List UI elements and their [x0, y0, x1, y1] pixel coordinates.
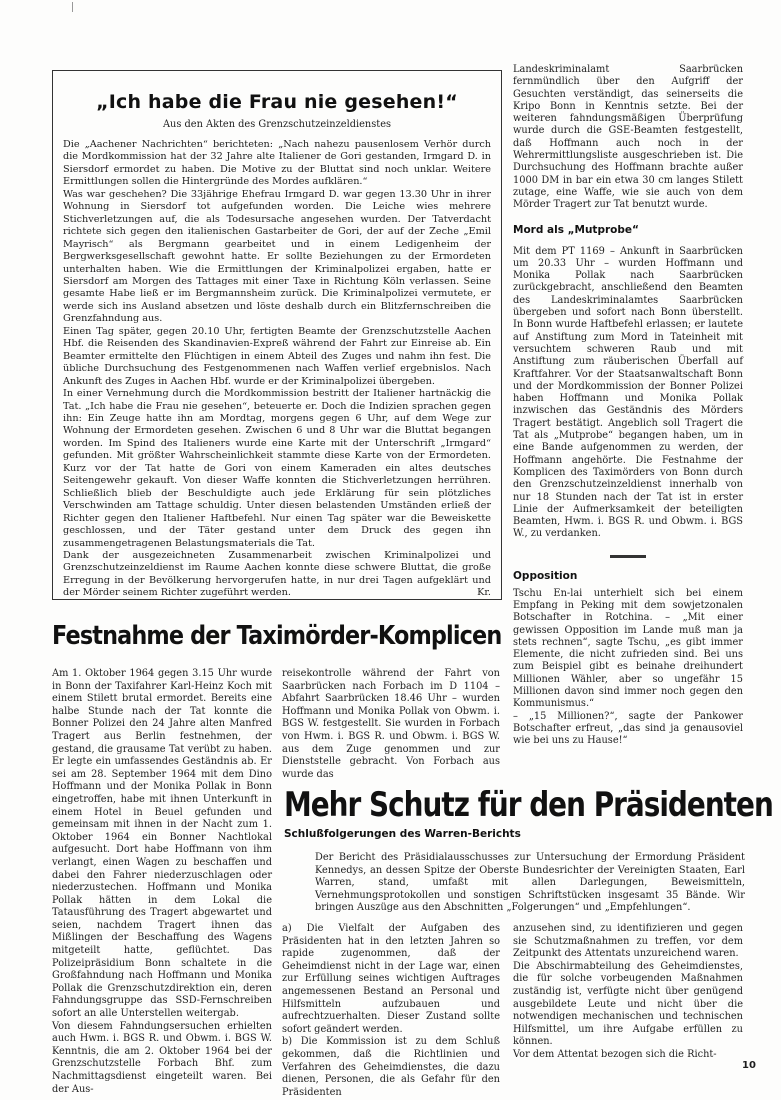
right-paragraph: Landeskriminalamt Saarbrücken fernmündlich über den Aufgriff der Gesuchten verständigt, das seinerseits die Kripo Bonn in Kenntnis setzte. Bei der weiteren fahndungsmäßigen Überprüfung wurde durch die GSE-Beamten festgestellt, daß Hoffmann auch noch in der Wehrermittlungsliste ausgeschrieben ist. Die Durchsuchung des Hoffmann brachte außer 1000 DM in bar ein etwa 30 cm langes Stilett zutage, eine Waffe, wie sie auch von dem Mörder Tragert zur Tat benutzt wurde. — [513, 64, 743, 211]
sidebar-box — [52, 70, 502, 600]
right-column — [513, 64, 743, 748]
page-number: 10 — [742, 1060, 756, 1071]
right-paragraph: Mit dem PT 1169 – Ankunft in Saarbrücken um 20.33 Uhr – wurden Hoffmann und Monika Pollak nach Saarbrücken zurückgebracht, anschließend den Beamten des Landeskriminalamtes Saarbrücken übergeben und sofort nach Bonn überstellt. In Bonn wurde Haftbefehl erlassen; er lautete auf Anstiftung zum Mord in Tateinheit mit versuchtem schweren Raub und mit Anstiftung zum räuberischen Überfall auf Kraftfahrer. Vor der Staatsanwaltschaft Bonn und der Mordkommission der Bonner Polizei haben Hoffmann und Monika Pollak inzwischen das Geständnis des Mörders Tragert bestätigt. Angeblich soll Tragert die Tat als „Mutprobe“ begangen haben, um in eine Bande aufgenommen zu werden, der Hoffmann angehörte. Die Festnahme der Komplicen des Taximörders von Bonn durch den Grenzschutzeinzeldienst innerhalb von nur 18 Stunden nach der Tat ist in erster Linie der Aufmerksamkeit der beteiligten Beamten, Hwm. i. BGS R. und Obwm. i. BGS W., zu verdanken. — [513, 245, 743, 540]
box-body — [63, 139, 491, 600]
section-heading-mutprobe: Mord als „Mutprobe“ — [513, 223, 639, 236]
box-paragraph: Dank der ausgezeichneten Zusammenarbeit zwischen Kriminalpolizei und Grenzschutzeinzeldienst im Raume Aachen konnte diese schwere Bluttat, die große Erregung in der Bevölkerung hervorgerufen hatte, in nur drei Tagen aufgeklärt und der Mörder seinem Richter zugeführt werden. — [63, 549, 491, 599]
article1-paragraph: reisekontrolle während der Fahrt von Saarbrücken nach Forbach im D 1104 – Abfahrt Saarbrücken 18.46 Uhr – wurden Hoffmann und Monika Pollak von Obwm. i. BGS W. festgestellt. Sie wurden in Forbach von Hwm. i. BGS R. und Obwm. i. BGS W. aus dem Zuge genommen und zur Dienststelle gebracht. Von Forbach aus wurde das — [282, 668, 500, 780]
divider — [610, 555, 646, 558]
article1-column-b — [282, 668, 500, 781]
article2-paragraph: a) Die Vielfalt der Aufgaben des Präsidenten hat in den letzten Jahren so rapide zugenommen, daß der Geheimdienst nicht in der Lage war, einen zur Erfüllung seines wichtigen Auftrages angemessenen Bestand an Personal und Hilfsmitteln aufzubauen und aufrechtzuerhalten. Dieser Zustand sollte sofort geändert werden. — [282, 923, 500, 1035]
article1-paragraph: Am 1. Oktober 1964 gegen 3.15 Uhr wurde in Bonn der Taxifahrer Karl-Heinz Koch mit einem Stilett brutal ermordet. Bereits eine halbe Stunde nach der Tat konnte die Bonner Polizei den 24 Jahre alten Manfred Tragert aus Berlin festnehmen, der gestand, die grausame Tat verübt zu haben. Er legte ein umfassendes Geständnis ab. Er sei am 28. September 1964 mit dem Dino Hoffmann und der Monika Pollak in Bonn eingetroffen, habe mit ihnen Unterkunft in einem Hotel in Beuel gefunden und gemeinsam mit ihnen in der Nacht zum 1. Oktober 1964 ein Bonner Nachtlokal aufgesucht. Dort habe Hoffmann von ihm verlangt, einen Wagen zu beschaffen und dabei den Fahrer niederzuschlagen oder niederzustechen. Hoffmann und Monika Pollak hätten in dem Lokal die Tatausführung des Tragert abgewartet und seien, nachdem Tragert ihnen das Mißlingen der Beschaffung des Wagens mitgeteilt hatte, geflüchtet. Das Polizeipräsidium Bonn schaltete in die Großfahndung nach Hoffmann und Monika Pollak die Grenzschutzdirektion ein, deren Fahndungsgruppe das SSD-Fernschreiben sofort an alle Unterstellen weitergab. — [52, 668, 272, 1020]
box-title: „Ich habe die Frau nie gesehen!“ — [96, 91, 458, 113]
article2-paragraph: Vor dem Attentat bezogen sich die Richt- — [513, 1048, 717, 1060]
box-paragraph: Die „Aachener Nachrichten“ berichteten: „Nach nahezu pausenlosem Verhör durch die Mordkommission hat der 32 Jahre alte Italiener de Gori gestanden, Irmgard D. in Siersdorf ermordet zu haben. Die Motive zu der Bluttat sind noch unklar. Weitere Ermittlungen sollen die Hintergründe des Mordes aufklären.“ — [63, 139, 491, 188]
scan-mark — [72, 2, 73, 12]
right-paragraph: Tschu En-lai unterhielt sich bei einem Empfang in Peking mit dem sowjetzonalen Botschafter in Rotchina. – „Mit einer gewissen Opposition im Lande muß man ja stets rechnen“, sagte Tschu, „es gibt immer Elemente, die nicht zufrieden sind. Bei uns zum Beispiel gibt es beinahe dreihundert Millionen Wähler, aber so ungefähr 15 Millionen davon sind immer noch gegen den Kommunismus.“ — [513, 587, 743, 710]
article1-column-a — [52, 668, 272, 1096]
article2-paragraph: b) Die Kommission ist zu dem Schluß gekommen, daß die Richtlinien und Verfahren des Geheimdienstes, die dazu dienen, Personen, die als Gefahr für den Präsidenten — [282, 1036, 500, 1098]
right-paragraph: – „15 Millionen?“, sagte der Pankower Botschafter erfreut, „das sind ja genausoviel wie bei uns zu Hause!“ — [513, 710, 743, 747]
article-headline-praesident: Mehr Schutz für den Präsidenten — [284, 785, 773, 825]
article2-column-d — [513, 923, 743, 1062]
article2-paragraph: Die Abschirmabteilung des Geheimdienstes, die für solche vorbeugenden Maßnahmen zuständig ist, verfügte nicht über genügend ausgebildete Leute und nicht über die notwendigen mechanischen und technischen Hilfsmittel, um ihre Aufgabe erfüllen zu können. — [513, 960, 743, 1048]
article-subheadline: Schlußfolgerungen des Warren-Berichts — [284, 828, 521, 840]
lead-paragraph: Der Bericht des Präsidialausschusses zur Untersuchung der Ermordung Präsident Kennedys, an dessen Spitze der Oberste Bundesrichter der Vereinigten Staaten, Earl Warren, stand, umfaßt mit allen Darlegungen, Beweismitteln, Vernehmungsprotokollen und sonstigen Schriftstücken insgesamt 35 Bände. Wir bringen Auszüge aus den Abschnitten „Folgerungen“ und „Empfehlungen“. — [315, 852, 745, 914]
box-paragraph: Einen Tag später, gegen 20.10 Uhr, fertigten Beamte der Grenzschutzstelle Aachen Hbf. die Reisenden des Skandinavien-Expreß während der Fahrt zur Einreise ab. Ein Beamter ermittelte den Flüchtigen in einem Abteil des Zuges und nahm ihn fest. Die übliche Durchsuchung des Festgenommenen nach Waffen verlief ergebnislos. Nach Ankunft des Zuges in Aachen Hbf. wurde er der Kriminalpolizei übergeben. — [63, 325, 491, 387]
article1-paragraph: Von diesem Fahndungsersuchen erhielten auch Hwm. i. BGS R. und Obwm. i. BGS W. Kenntnis, die am 2. Oktober 1964 bei der Grenzschutzstelle Forbach Bhf. zum Nachmittagsdienst eingeteilt waren. Bei der Aus- — [52, 1020, 272, 1095]
article2-column-c — [282, 923, 500, 1099]
box-paragraph: In einer Vernehmung durch die Mordkommission bestritt der Italiener hartnäckig die Tat. „Ich habe die Frau nie gesehen“, beteuerte er. Doch die Indizien sprachen gegen ihn: Ein Zeuge hatte ihn am Mordtag, morgens gegen 6 Uhr, auf dem Wege zur Wohnung der Ermordeten gesehen. Zwischen 6 und 8 Uhr war die Bluttat begangen worden. Im Spind des Italieners wurde eine Karte mit der Unterschrift „Irmgard“ gefunden. Mit größter Wahrscheinlichkeit stammte diese Karte von der Ermordeten. Kurz vor der Tat hatte de Gori von einem Kameraden ein altes deutsches Seitengewehr gekauft. Von dieser Waffe konnten die Stichverletzungen herrühren. Schließlich blieb der Beschuldigte auch jede Erklärung für sein plötzliches Verschwinden am Tattage schuldig. Unter diesen belastenden Umständen erließ der Richter gegen den Italiener Haftbefehl. Nur einen Tag später war die Beweiskette geschlossen, und der Täter gestand unter dem Druck des gegen ihn zusammengetragenen Belastungsmaterials die Tat. — [63, 388, 491, 549]
section-heading-opposition: Opposition — [513, 569, 578, 582]
article2-lead — [315, 852, 745, 915]
box-subtitle: Aus den Akten des Grenzschutzeinzeldienstes — [162, 119, 392, 130]
box-signature: Kr. — [477, 587, 491, 599]
article-headline-taximoerder: Festnahme der Taximörder-Komplicen — [52, 621, 502, 651]
box-paragraph: Was war geschehen? Die 33jährige Ehefrau Irmgard D. war gegen 13.30 Uhr in ihrer Wohnung in Siersdorf tot aufgefunden worden. Die Leiche wies mehrere Stichverletzungen auf, die als Todesursache angesehen wurden. Der Tatverdacht richtete sich gegen den italienischen Gastarbeiter de Gori, der auf der Zeche „Emil Mayrisch“ als Bergmann gearbeitet und in einem Ledigenheim der Bergwerksgesellschaft gewohnt hatte. Er sollte Beziehungen zu der Ermordeten unterhalten haben. Wie die Ermittlungen der Kriminalpolizei ergaben, hatte er Siersdorf am Morgen des Tattages mit einer Taxe in Richtung Köln verlassen. Seine gesamte Habe ließ er im Bergmannsheim zurück. Die Kriminalpolizei vermutete, er werde sich ins Ausland absetzen und löste deshalb durch ein Blitzfernschreiben die Grenzfahndung aus. — [63, 188, 491, 325]
article2-paragraph: anzusehen sind, zu identifizieren und gegen sie Schutzmaßnahmen zu treffen, vor dem Zeitpunkt des Attentats unzureichend waren. — [513, 923, 743, 960]
